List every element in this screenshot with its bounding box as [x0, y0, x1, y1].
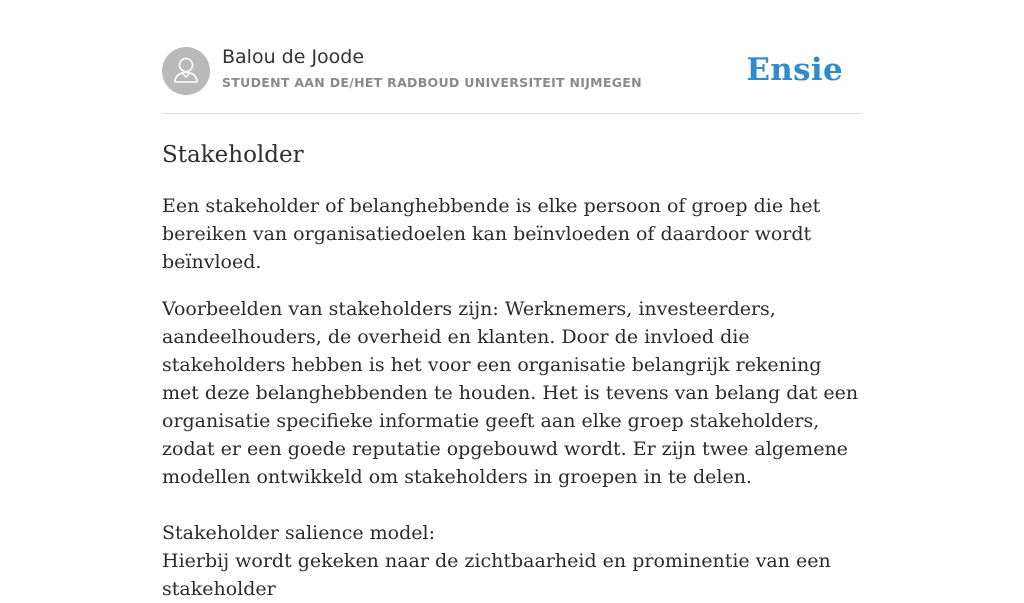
article-paragraph: Voorbeelden van stakeholders zijn: Werknemers, investeerders, aandeelhouders, de overheid en klanten. Door de invloed die stakeholders hebben is het voor een organisatie belangrijk rekening met deze belanghebbenden te houden. Het is tevens van belang dat een organisatie specifieke informatie geeft aan elke groep stakeholders, zodat er een goede reputatie opgebouwd wordt. Er zijn twee algemene modellen ontwikkeld om stakeholders in groepen in te delen. Stakeholder salience model: Hierbij wordt gekeken naar de zichtbaarheid en prominentie van een stakeholder [162, 298, 859, 600]
article-paragraph: Een stakeholder of belanghebbende is elke persoon of groep die het bereiken van organisatiedoelen kan beïnvloeden of daardoor wordt beïnvloed. [162, 195, 821, 273]
avatar[interactable] [162, 47, 210, 95]
article-title: Stakeholder [162, 142, 304, 168]
author-header [162, 0, 862, 114]
ensie-logo[interactable]: Ensie [746, 52, 843, 88]
author-affiliation: STUDENT AAN DE/HET RADBOUD UNIVERSITEIT NIJMEGEN [222, 75, 642, 90]
user-placeholder-icon [162, 47, 210, 95]
author-name[interactable]: Balou de Joode [222, 46, 365, 68]
content-column [162, 0, 862, 603]
